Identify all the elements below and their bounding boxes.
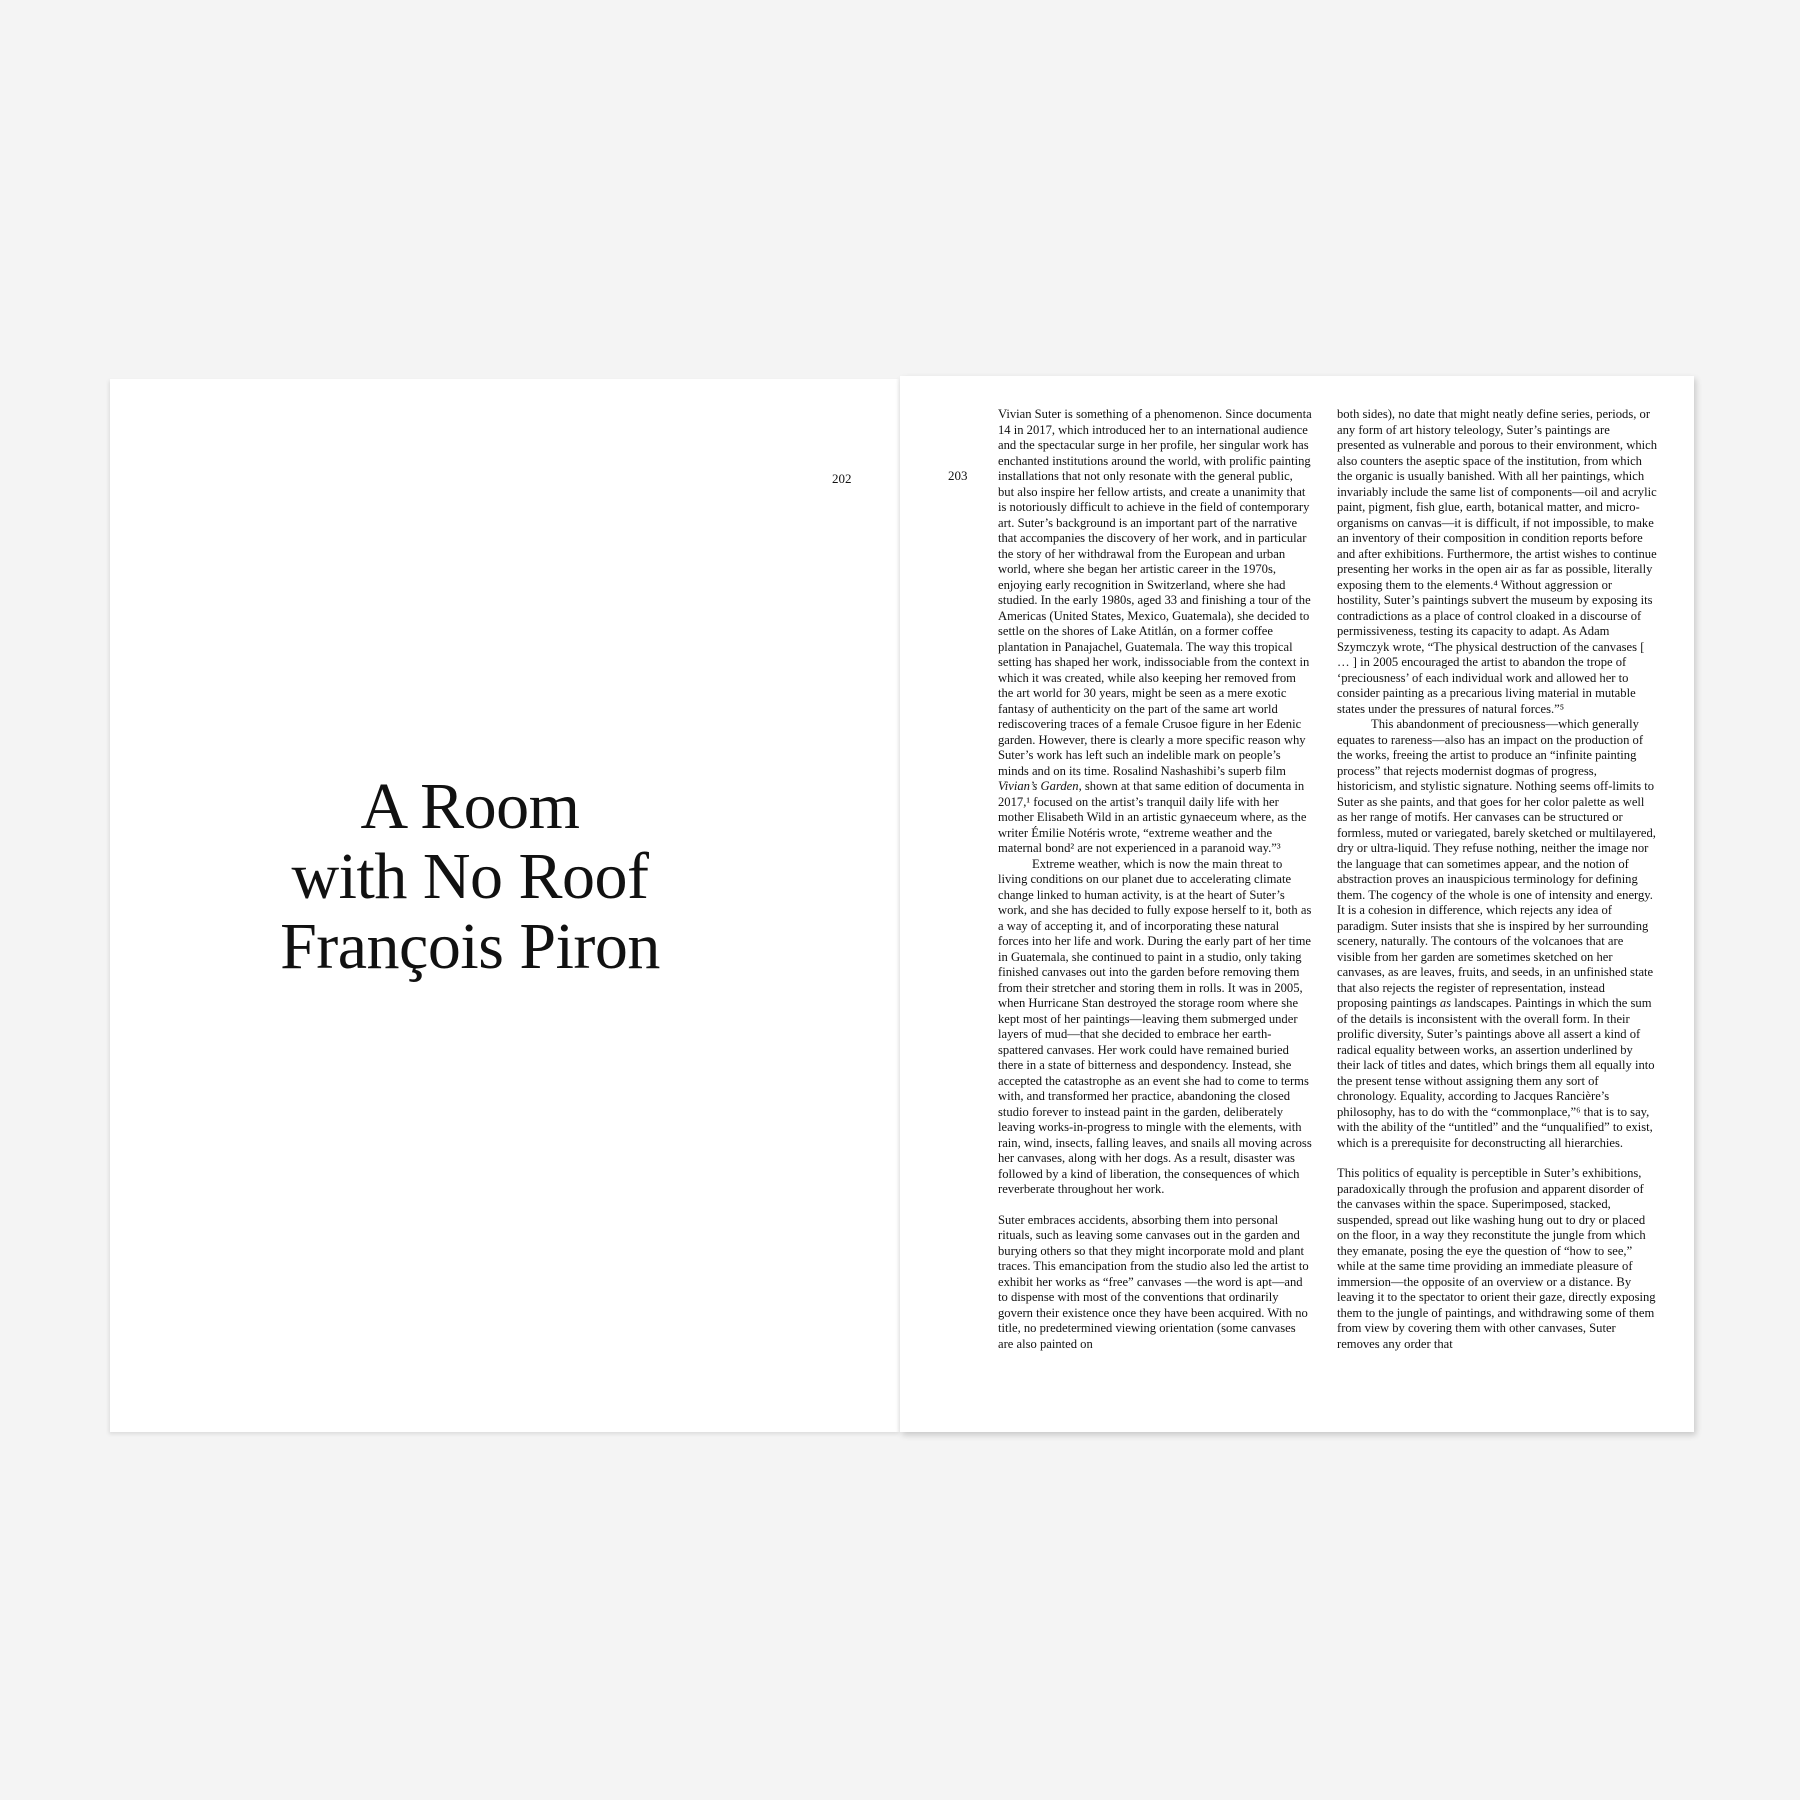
title-line-1: A Room xyxy=(360,770,580,843)
paragraph: This politics of equality is perceptible in Suter’s exhibitions, paradoxically through the profusion and apparent disorder of the canvases within the space. Superimposed, stacked, suspended, spread out like washing hung out to dry or placed on the floor, in a way they reconstitute the jungle from which they emanate, posing the eye the question of “how to see,” while at the same time providing an immediate pleasure of immersion—the opposite of an overview or a distance. By leaving it to the spectator to orient their gaze, directly exposing them to the jungle of paintings, and withdrawing some of them from view by covering them with other canvases, Suter removes any order that xyxy=(1337,1166,1656,1351)
paragraph: Extreme weather, which is now the main threat to living conditions on our planet due to accelerating climate change linked to human activity, is at the heart of Suter’s work, and she has decided to fully expose herself to it, both as a way of accepting it, and of incorporating these natural forces into her life and work. During the early part of her time in Guatemala, she continued to paint in a studio, only taking finished canvases out into the garden before removing them from their stretcher and storing them in rolls. It was in 2005, when Hurricane Stan destroyed the storage room where she kept most of her paintings—leaving them submerged under layers of mud—that she decided to embrace her earth-spattered canvases. Her work could have remained buried there in a state of bitterness and despondency. Instead, she accepted the catastrophe as an event she had to come to terms with, and transformed her practice, abandoning the closed studio forever to instead paint in the garden, deliberately leaving works-in-progress to mingle with the elements, with rain, wind, insects, falling leaves, and snails all moving across her canvases, along with her dogs. As a result, disaster was followed by a kind of liberation, the consequences of which reverberate throughout her work. xyxy=(998,856,1312,1196)
paragraph: This abandonment of preciousness—which generally equates to rareness—also has an impact on the production of the works, freeing the artist to produce an “infinite painting process” that rejects modernist dogmas of progress, historicism, and stylistic signature. Nothing seems off-limits to Suter as she paints, and that goes for her color palette as well as her range of motifs. Her canvases can be structured or formless, muted or variegated, barely sketched or multilayered, dry or ultra-liquid. They refuse nothing, neither the image nor the language that can sometimes appear, and the notion of abstraction proves an inauspicious terminology for defining them. The cogency of the whole is one of intensity and energy. It is a cohesion in difference, which rejects any idea of paradigm. Suter insists that she is inspired by her surrounding scenery, naturally. The contours of the volcanoes that are visible from her garden are sometimes sketched on her canvases, as are leaves, fruits, and seeds, in an unfinished state that also rejects the register of representation, instead proposing paintings as landscapes. Paintings in which the sum of the details is inconsistent with the overall form. In their prolific diversity, Suter’s paintings above all assert a kind of radical equality between works, an assertion underlined by their lack of titles and dates, which brings them all equally into the present tense without assigning them any sort of chronology. Equality, according to Jacques Rancière’s philosophy, has to do with the “commonplace,”⁶ that is to say, with the ability of the “untitled” and the “unqualified” to exist, which is a prerequisite for deconstructing all hierarchies. xyxy=(1337,717,1656,1150)
paragraph: both sides), no date that might neatly define series, periods, or any form of art history teleology, Suter’s paintings are presented as vulnerable and porous to their environment, which also counters the aseptic space of the institution, from which the organic is usually banished. With all her paintings, which invariably include the same list of components—oil and acrylic paint, pigment, fish glue, earth, botanical matter, and micro-organisms on canvas—it is difficult, if not impossible, to make an inventory of their composition in condition reports before and after exhibitions. Furthermore, the artist wishes to continue presenting her works in the open air as far as possible, literally exposing them to the elements.⁴ Without aggression or hostility, Suter’s paintings subvert the museum by exposing its contradictions as a place of control cloaked in a discourse of permissiveness, testing its capacity to adapt. As Adam Szymczyk wrote, “The physical destruction of the canvases [ … ] in 2005 encouraged the artist to abandon the trope of ‘preciousness’ of each individual work and allowed her to consider painting as a precarious living material in mutable states under the pressures of natural forces.”⁵ xyxy=(1337,407,1657,716)
emphasis: as xyxy=(1439,996,1452,1010)
text-column-2 xyxy=(1337,407,1657,1352)
film-title: Vivian’s Garden xyxy=(998,779,1079,793)
title-line-2: with No Roof xyxy=(291,840,649,913)
paragraph: Suter embraces accidents, absorbing them into personal rituals, such as leaving some canvases out in the garden and burying others so that they might incorporate mold and plant traces. This emancipation from the studio also led the artist to exhibit her works as “free” canvases —the word is apt—and to dispense with most of the conventions that ordinarily govern their existence once they have been acquired. With no title, no predetermined viewing orientation (some canvases are also painted on xyxy=(998,1212,1309,1351)
page-number-right: 203 xyxy=(948,468,968,483)
text-column-1 xyxy=(998,407,1312,1352)
paragraph: Vivian Suter is something of a phenomenon. Since documenta 14 in 2017, which introduced her to an international audience and the spectacular surge in her profile, her singular work has enchanted institutions around the world, with prolific painting installations that not only resonate with the general public, but also inspire her fellow artists, and create a unanimity that is notoriously difficult to achieve in the field of contemporary art. Suter’s background is an important part of the narrative that accompanies the discovery of her work, and in particular the story of her withdrawal from the European and urban world, where she began her artistic career in the 1970s, enjoying early recognition in Switzerland, where she had studied. In the early 1980s, aged 33 and finishing a tour of the Americas (United States, Mexico, Guatemala), she decided to settle on the shores of Lake Atitlán, on a former coffee plantation in Panajachel, Guatemala. The way this tropical setting has shaped her work, indissociable from the context in which it was created, while also keeping her removed from the art world for 30 years, might be seen as a mere exotic fantasy of authenticity on the part of the same art world rediscovering traces of a female Crusoe figure in her Edenic garden. However, there is clearly a more specific reason why Suter’s work has left such an indelible mark on people’s minds and on its time. Rosalind Nashashibi’s superb film Vivian’s Garden, shown at that same edition of documenta in 2017,¹ focused on the artist’s tranquil daily life with her mother Elisabeth Wild in an artistic gynaeceum where, as the writer Émilie Notéris wrote, “extreme weather and the maternal bond² are not experienced in a paranoid way.”³ xyxy=(998,407,1312,855)
author-name: François Piron xyxy=(280,910,660,983)
chapter-title xyxy=(110,772,830,982)
page-number-left: 202 xyxy=(832,471,852,486)
left-page xyxy=(110,379,900,1432)
right-page xyxy=(900,376,1694,1432)
